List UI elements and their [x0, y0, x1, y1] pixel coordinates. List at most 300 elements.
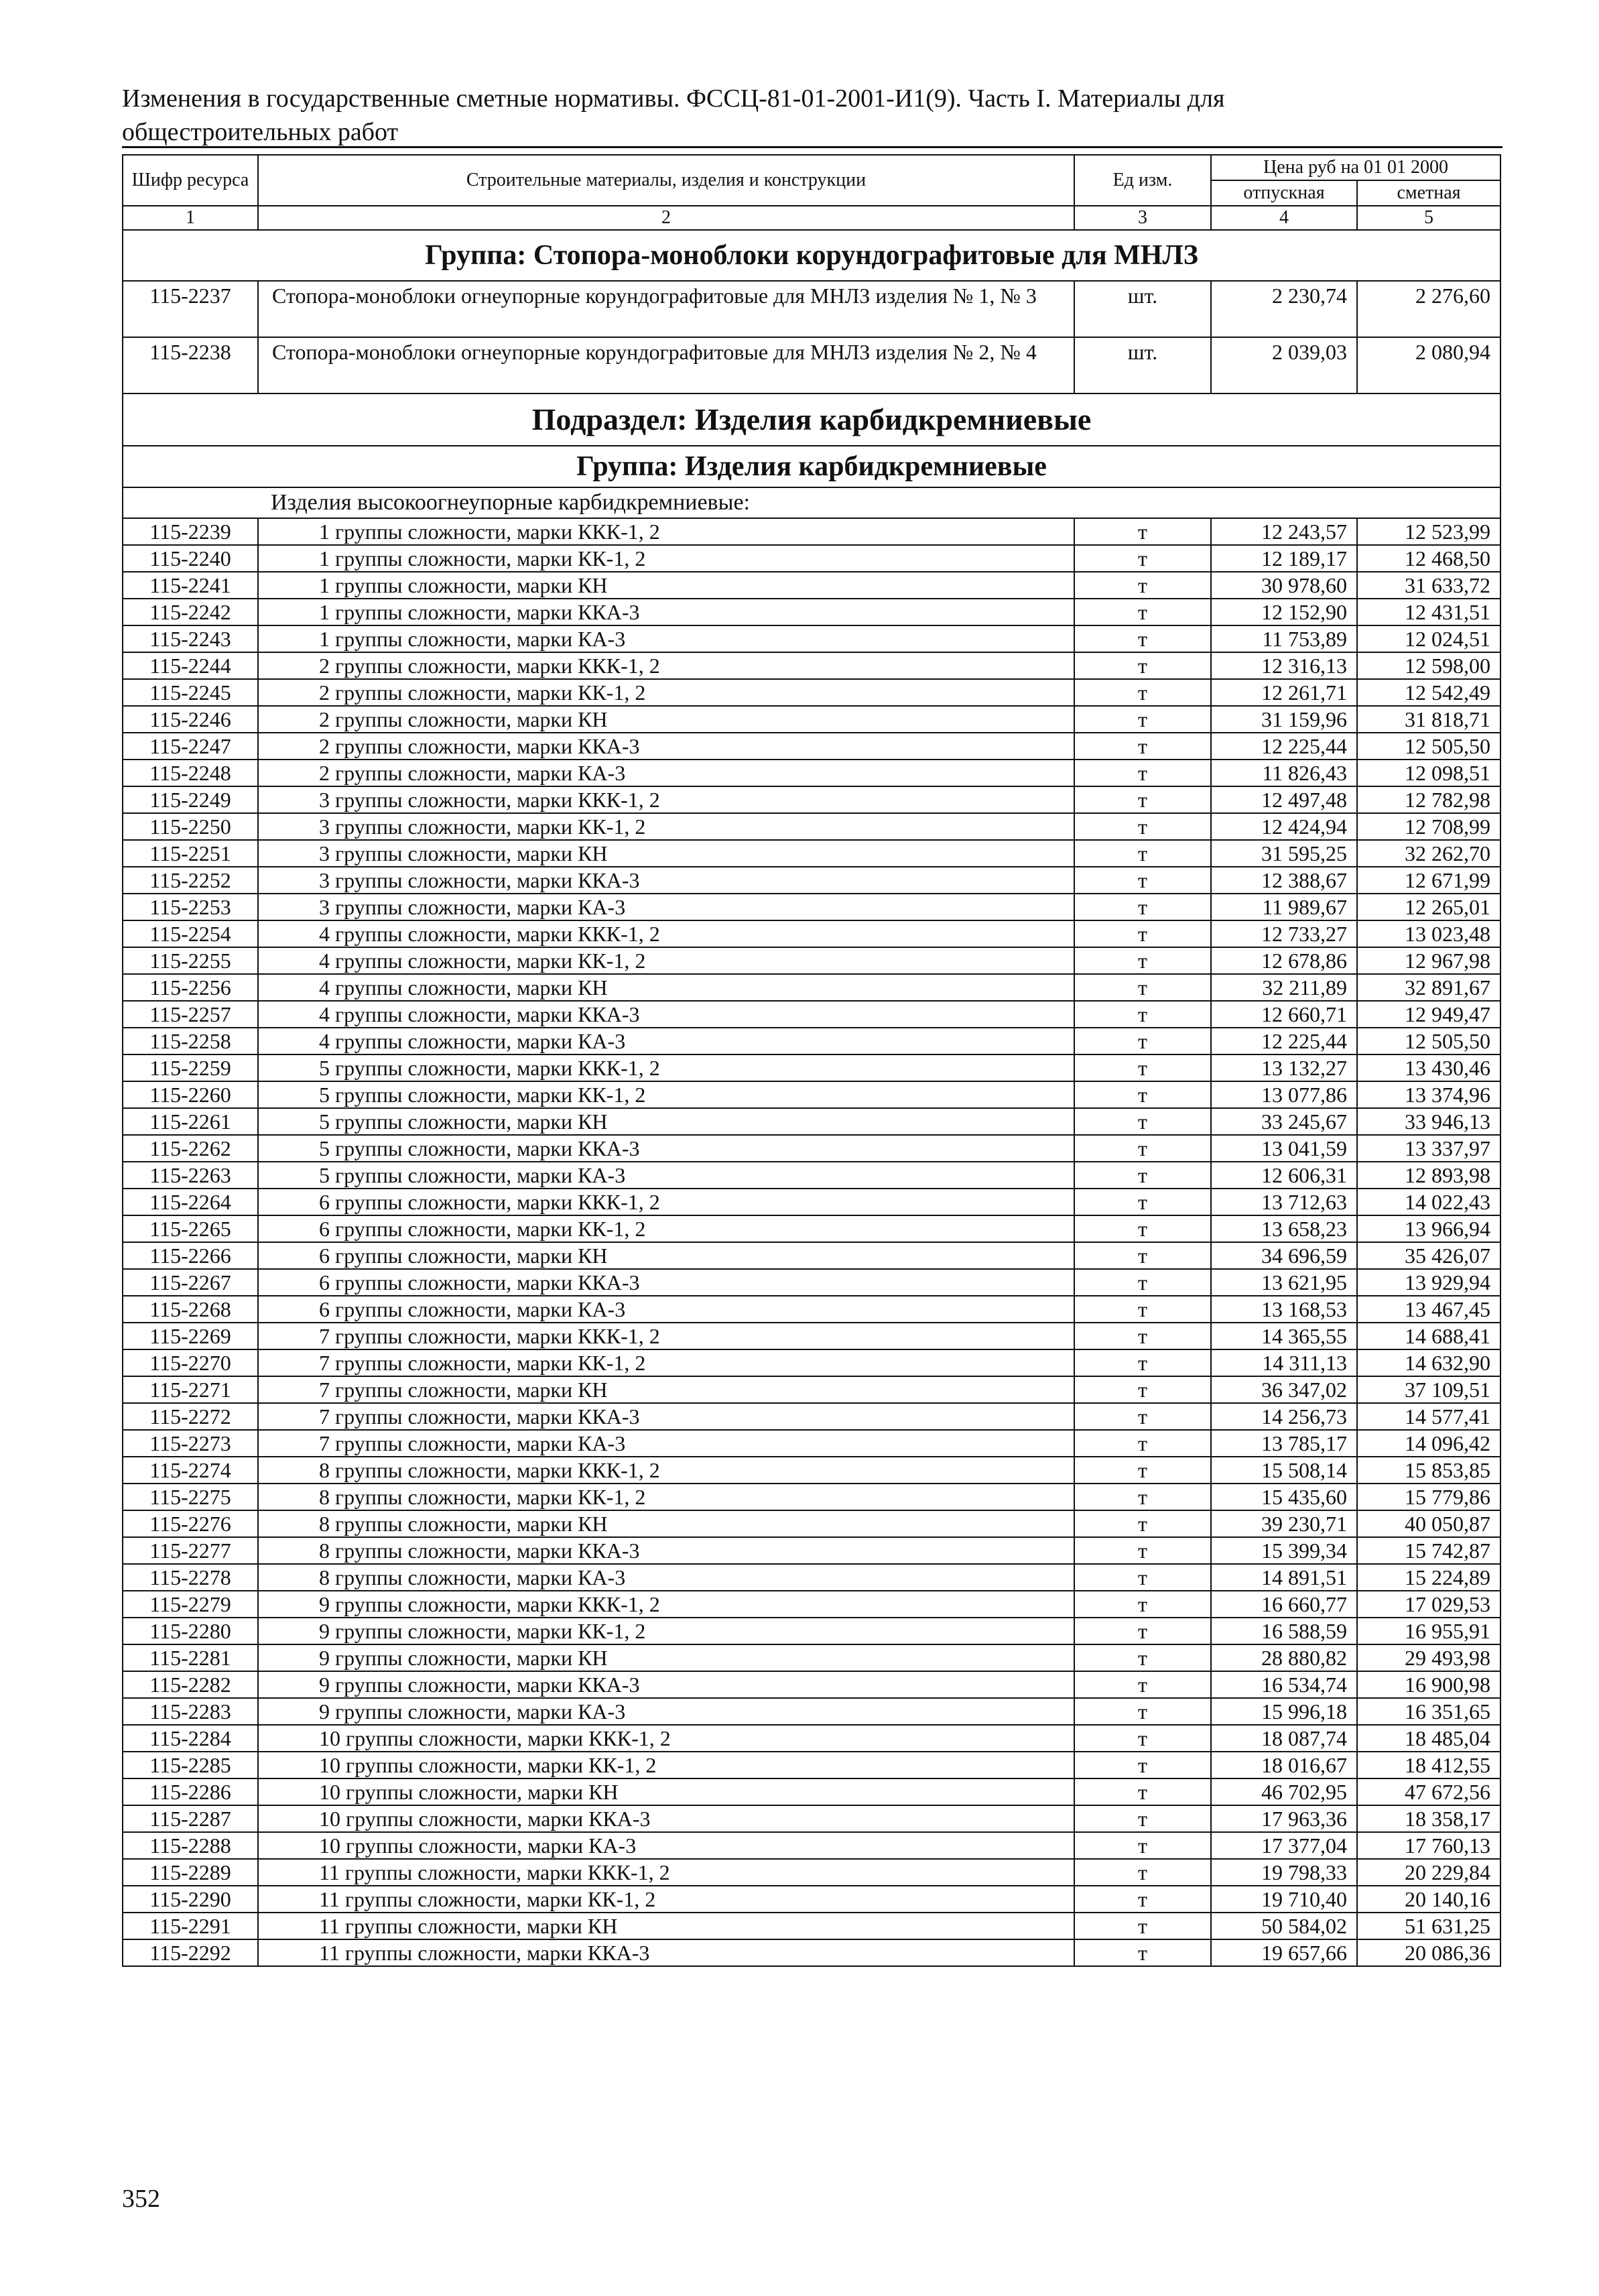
row-code: 115-2238 [123, 337, 258, 394]
row-price-estimate: 31 818,71 [1357, 706, 1500, 733]
row-unit: т [1074, 1618, 1211, 1644]
row-price-estimate: 16 351,65 [1357, 1698, 1500, 1725]
row-unit: т [1074, 1108, 1211, 1135]
row-price-release: 36 347,02 [1211, 1376, 1357, 1403]
row-price-estimate: 15 853,85 [1357, 1457, 1500, 1484]
row-unit: т [1074, 545, 1211, 572]
row-price-estimate: 13 337,97 [1357, 1135, 1500, 1162]
row-name: 11 группы сложности, марки ККА-3 [258, 1939, 1074, 1966]
row-code: 115-2254 [123, 920, 258, 947]
table-row [123, 947, 1500, 974]
column-number: 2 [258, 206, 1074, 230]
row-code: 115-2244 [123, 652, 258, 679]
row-unit: т [1074, 652, 1211, 679]
row-code: 115-2259 [123, 1054, 258, 1081]
row-code: 115-2273 [123, 1430, 258, 1457]
row-price-estimate: 12 671,99 [1357, 867, 1500, 894]
row-code: 115-2282 [123, 1671, 258, 1698]
table-row [123, 1430, 1500, 1457]
row-name: 8 группы сложности, марки ККК-1, 2 [258, 1457, 1074, 1484]
row-unit: т [1074, 974, 1211, 1001]
row-unit: т [1074, 1028, 1211, 1054]
table-row [123, 1242, 1500, 1269]
row-code: 115-2246 [123, 706, 258, 733]
row-price-release: 12 261,71 [1211, 679, 1357, 706]
row-name: 3 группы сложности, марки ККК-1, 2 [258, 786, 1074, 813]
row-code: 115-2239 [123, 518, 258, 545]
row-price-estimate: 14 577,41 [1357, 1403, 1500, 1430]
row-price-release: 13 132,27 [1211, 1054, 1357, 1081]
row-name: 9 группы сложности, марки КК-1, 2 [258, 1618, 1074, 1644]
row-name: 11 группы сложности, марки КН [258, 1913, 1074, 1939]
row-price-estimate: 2 276,60 [1357, 281, 1500, 337]
row-unit: т [1074, 1859, 1211, 1886]
row-code: 115-2252 [123, 867, 258, 894]
row-price-release: 16 588,59 [1211, 1618, 1357, 1644]
table-row [123, 840, 1500, 867]
row-price-release: 13 785,17 [1211, 1430, 1357, 1457]
row-price-release: 14 311,13 [1211, 1349, 1357, 1376]
row-name: 2 группы сложности, марки ККК-1, 2 [258, 652, 1074, 679]
row-name: 1 группы сложности, марки ККА-3 [258, 599, 1074, 625]
table-row [123, 1323, 1500, 1349]
row-code: 115-2248 [123, 760, 258, 786]
row-unit: т [1074, 1269, 1211, 1296]
row-code: 115-2256 [123, 974, 258, 1001]
row-price-release: 12 606,31 [1211, 1162, 1357, 1189]
row-code: 115-2288 [123, 1832, 258, 1859]
row-name: 6 группы сложности, марки ККК-1, 2 [258, 1189, 1074, 1215]
row-price-estimate: 20 086,36 [1357, 1939, 1500, 1966]
row-unit: т [1074, 1054, 1211, 1081]
group-intro-row [123, 487, 1500, 518]
row-name: 10 группы сложности, марки КА-3 [258, 1832, 1074, 1859]
row-price-release: 12 660,71 [1211, 1001, 1357, 1028]
row-price-release: 17 377,04 [1211, 1832, 1357, 1859]
row-name: 7 группы сложности, марки КН [258, 1376, 1074, 1403]
row-price-release: 32 211,89 [1211, 974, 1357, 1001]
row-price-estimate: 29 493,98 [1357, 1644, 1500, 1671]
row-unit: т [1074, 894, 1211, 920]
row-price-release: 12 424,94 [1211, 813, 1357, 840]
column-number: 5 [1357, 206, 1500, 230]
row-price-estimate: 18 358,17 [1357, 1805, 1500, 1832]
row-price-release: 12 225,44 [1211, 1028, 1357, 1054]
table-row [123, 1081, 1500, 1108]
row-price-estimate: 17 760,13 [1357, 1832, 1500, 1859]
row-code: 115-2258 [123, 1028, 258, 1054]
row-price-release: 14 365,55 [1211, 1323, 1357, 1349]
row-code: 115-2242 [123, 599, 258, 625]
row-price-release: 16 660,77 [1211, 1591, 1357, 1618]
row-name: 11 группы сложности, марки КК-1, 2 [258, 1886, 1074, 1913]
row-code: 115-2261 [123, 1108, 258, 1135]
row-code: 115-2263 [123, 1162, 258, 1189]
row-name: 5 группы сложности, марки КА-3 [258, 1162, 1074, 1189]
row-unit: т [1074, 625, 1211, 652]
row-price-release: 12 225,44 [1211, 733, 1357, 760]
row-name: 8 группы сложности, марки КА-3 [258, 1564, 1074, 1591]
row-name: 10 группы сложности, марки ККА-3 [258, 1805, 1074, 1832]
table-row [123, 1189, 1500, 1215]
row-price-estimate: 12 265,01 [1357, 894, 1500, 920]
row-unit: т [1074, 1671, 1211, 1698]
group-title-row [123, 230, 1500, 281]
row-unit: т [1074, 1886, 1211, 1913]
row-name: 8 группы сложности, марки КН [258, 1510, 1074, 1537]
row-price-estimate: 12 893,98 [1357, 1162, 1500, 1189]
row-unit: т [1074, 1591, 1211, 1618]
row-code: 115-2287 [123, 1805, 258, 1832]
row-code: 115-2265 [123, 1215, 258, 1242]
row-name: 2 группы сложности, марки ККА-3 [258, 733, 1074, 760]
row-code: 115-2241 [123, 572, 258, 599]
row-name: 1 группы сложности, марки КН [258, 572, 1074, 599]
row-price-release: 15 996,18 [1211, 1698, 1357, 1725]
row-code: 115-2279 [123, 1591, 258, 1618]
row-price-estimate: 13 430,46 [1357, 1054, 1500, 1081]
table-row [123, 1269, 1500, 1296]
row-unit: т [1074, 947, 1211, 974]
row-name: Стопора-моноблоки огнеупорные корундографитовые для МНЛЗ изделия № 1, № 3 [258, 281, 1074, 337]
table-row [123, 1001, 1500, 1028]
row-code: 115-2270 [123, 1349, 258, 1376]
row-unit: т [1074, 1939, 1211, 1966]
table-row [123, 1376, 1500, 1403]
column-number: 4 [1211, 206, 1357, 230]
materials-table [122, 154, 1501, 1967]
row-price-estimate: 12 505,50 [1357, 1028, 1500, 1054]
row-price-release: 12 189,17 [1211, 545, 1357, 572]
row-code: 115-2243 [123, 625, 258, 652]
row-name: 7 группы сложности, марки ККА-3 [258, 1403, 1074, 1430]
row-code: 115-2276 [123, 1510, 258, 1537]
row-code: 115-2271 [123, 1376, 258, 1403]
row-unit: т [1074, 706, 1211, 733]
table-row [123, 1725, 1500, 1752]
row-unit: т [1074, 1242, 1211, 1269]
row-price-estimate: 2 080,94 [1357, 337, 1500, 394]
table-row [123, 974, 1500, 1001]
row-unit: т [1074, 1778, 1211, 1805]
row-price-estimate: 15 779,86 [1357, 1484, 1500, 1510]
row-price-release: 13 621,95 [1211, 1269, 1357, 1296]
table-row [123, 1135, 1500, 1162]
row-unit: т [1074, 1162, 1211, 1189]
row-unit: т [1074, 920, 1211, 947]
table-row [123, 1564, 1500, 1591]
row-price-release: 12 497,48 [1211, 786, 1357, 813]
header-line-1: Изменения в государственные сметные нормативы. ФССЦ-81-01-2001-И1(9). Часть I. Материалы для [122, 84, 1225, 113]
row-code: 115-2274 [123, 1457, 258, 1484]
row-name: 4 группы сложности, марки КН [258, 974, 1074, 1001]
table-row [123, 1162, 1500, 1189]
row-price-estimate: 12 505,50 [1357, 733, 1500, 760]
group-title: Группа: Стопора-моноблоки корундографитовые для МНЛЗ [123, 230, 1500, 281]
row-unit: т [1074, 1752, 1211, 1778]
row-unit: т [1074, 1805, 1211, 1832]
table-row [123, 1778, 1500, 1805]
row-code: 115-2240 [123, 545, 258, 572]
row-price-estimate: 13 929,94 [1357, 1269, 1500, 1296]
table-row [123, 1832, 1500, 1859]
row-name: 3 группы сложности, марки КК-1, 2 [258, 813, 1074, 840]
row-price-release: 19 657,66 [1211, 1939, 1357, 1966]
row-name: 2 группы сложности, марки КН [258, 706, 1074, 733]
table-row [123, 652, 1500, 679]
row-price-estimate: 13 467,45 [1357, 1296, 1500, 1323]
row-price-estimate: 14 022,43 [1357, 1189, 1500, 1215]
row-code: 115-2284 [123, 1725, 258, 1752]
row-name: 4 группы сложности, марки ККА-3 [258, 1001, 1074, 1028]
row-unit: т [1074, 760, 1211, 786]
table-row [123, 518, 1500, 545]
row-price-estimate: 18 412,55 [1357, 1752, 1500, 1778]
table-row [123, 625, 1500, 652]
row-code: 115-2291 [123, 1913, 258, 1939]
row-price-estimate: 20 140,16 [1357, 1886, 1500, 1913]
row-price-estimate: 13 023,48 [1357, 920, 1500, 947]
row-name: 6 группы сложности, марки КА-3 [258, 1296, 1074, 1323]
table-row [123, 1457, 1500, 1484]
col-header-code: Шифр ресурса [123, 155, 258, 206]
column-number-row [123, 206, 1500, 230]
row-unit: т [1074, 1403, 1211, 1430]
table-row [123, 1618, 1500, 1644]
row-code: 115-2251 [123, 840, 258, 867]
row-price-release: 31 595,25 [1211, 840, 1357, 867]
row-code: 115-2280 [123, 1618, 258, 1644]
row-code: 115-2257 [123, 1001, 258, 1028]
row-unit: т [1074, 1349, 1211, 1376]
row-unit: т [1074, 1430, 1211, 1457]
row-price-release: 12 678,86 [1211, 947, 1357, 974]
row-unit: т [1074, 1832, 1211, 1859]
row-name: 9 группы сложности, марки КА-3 [258, 1698, 1074, 1725]
row-price-release: 13 077,86 [1211, 1081, 1357, 1108]
row-code: 115-2278 [123, 1564, 258, 1591]
row-name: 9 группы сложности, марки ККА-3 [258, 1671, 1074, 1698]
row-name: 8 группы сложности, марки КК-1, 2 [258, 1484, 1074, 1510]
row-price-estimate: 33 946,13 [1357, 1108, 1500, 1135]
row-name: 9 группы сложности, марки ККК-1, 2 [258, 1591, 1074, 1618]
table-row [123, 733, 1500, 760]
table-row [123, 281, 1500, 337]
row-unit: т [1074, 1698, 1211, 1725]
row-name: 2 группы сложности, марки КК-1, 2 [258, 679, 1074, 706]
row-name: 4 группы сложности, марки ККК-1, 2 [258, 920, 1074, 947]
table-row [123, 1108, 1500, 1135]
row-price-estimate: 20 229,84 [1357, 1859, 1500, 1886]
row-price-estimate: 16 955,91 [1357, 1618, 1500, 1644]
row-code: 115-2249 [123, 786, 258, 813]
col-header-unit: Ед изм. [1074, 155, 1211, 206]
table-row [123, 1805, 1500, 1832]
row-unit: шт. [1074, 337, 1211, 394]
col-header-price: Цена руб на 01 01 2000 [1211, 155, 1500, 180]
row-price-release: 15 508,14 [1211, 1457, 1357, 1484]
table-row [123, 706, 1500, 733]
table-row [123, 1403, 1500, 1430]
row-code: 115-2268 [123, 1296, 258, 1323]
row-unit: т [1074, 867, 1211, 894]
row-price-release: 13 712,63 [1211, 1189, 1357, 1215]
row-price-estimate: 12 708,99 [1357, 813, 1500, 840]
row-name: 11 группы сложности, марки ККК-1, 2 [258, 1859, 1074, 1886]
table-header-row [123, 155, 1500, 180]
row-price-release: 12 152,90 [1211, 599, 1357, 625]
row-price-estimate: 14 632,90 [1357, 1349, 1500, 1376]
row-price-release: 19 798,33 [1211, 1859, 1357, 1886]
row-unit: шт. [1074, 281, 1211, 337]
group-title: Группа: Изделия карбидкремниевые [123, 446, 1500, 487]
row-code: 115-2272 [123, 1403, 258, 1430]
table-row [123, 1028, 1500, 1054]
row-price-estimate: 32 262,70 [1357, 840, 1500, 867]
table-row [123, 1484, 1500, 1510]
row-price-estimate: 12 098,51 [1357, 760, 1500, 786]
row-price-estimate: 14 096,42 [1357, 1430, 1500, 1457]
row-name: 7 группы сложности, марки ККК-1, 2 [258, 1323, 1074, 1349]
row-price-estimate: 14 688,41 [1357, 1323, 1500, 1349]
row-code: 115-2264 [123, 1189, 258, 1215]
row-code: 115-2277 [123, 1537, 258, 1564]
group-title-row [123, 446, 1500, 487]
row-price-release: 17 963,36 [1211, 1805, 1357, 1832]
row-price-estimate: 13 374,96 [1357, 1081, 1500, 1108]
row-unit: т [1074, 1135, 1211, 1162]
row-price-release: 2 230,74 [1211, 281, 1357, 337]
row-price-estimate: 40 050,87 [1357, 1510, 1500, 1537]
table-row [123, 1644, 1500, 1671]
table-row [123, 1671, 1500, 1698]
col-header-price-estimate: сметная [1357, 180, 1500, 206]
row-code: 115-2283 [123, 1698, 258, 1725]
row-price-release: 33 245,67 [1211, 1108, 1357, 1135]
row-price-estimate: 12 431,51 [1357, 599, 1500, 625]
table-row [123, 1752, 1500, 1778]
row-name: 4 группы сложности, марки КК-1, 2 [258, 947, 1074, 974]
row-price-estimate: 51 631,25 [1357, 1913, 1500, 1939]
table-row [123, 1698, 1500, 1725]
header-rule [122, 146, 1502, 148]
table-row [123, 679, 1500, 706]
row-price-release: 18 016,67 [1211, 1752, 1357, 1778]
row-name: 5 группы сложности, марки КК-1, 2 [258, 1081, 1074, 1108]
row-unit: т [1074, 679, 1211, 706]
row-price-estimate: 12 967,98 [1357, 947, 1500, 974]
row-price-release: 11 826,43 [1211, 760, 1357, 786]
table-row [123, 1913, 1500, 1939]
table-row [123, 1859, 1500, 1886]
row-price-estimate: 12 024,51 [1357, 625, 1500, 652]
table-row [123, 337, 1500, 394]
row-price-release: 12 733,27 [1211, 920, 1357, 947]
page-header [122, 82, 1502, 149]
row-unit: т [1074, 1457, 1211, 1484]
row-price-release: 13 658,23 [1211, 1215, 1357, 1242]
table-row [123, 1939, 1500, 1966]
row-code: 115-2292 [123, 1939, 258, 1966]
col-header-name: Строительные материалы, изделия и конструкции [258, 155, 1074, 206]
row-name: 6 группы сложности, марки КН [258, 1242, 1074, 1269]
row-name: 4 группы сложности, марки КА-3 [258, 1028, 1074, 1054]
row-price-release: 50 584,02 [1211, 1913, 1357, 1939]
row-code: 115-2289 [123, 1859, 258, 1886]
row-code: 115-2267 [123, 1269, 258, 1296]
row-price-release: 15 435,60 [1211, 1484, 1357, 1510]
row-price-estimate: 31 633,72 [1357, 572, 1500, 599]
row-price-release: 15 399,34 [1211, 1537, 1357, 1564]
table-row [123, 920, 1500, 947]
row-unit: т [1074, 1189, 1211, 1215]
row-price-release: 11 989,67 [1211, 894, 1357, 920]
row-price-release: 12 316,13 [1211, 652, 1357, 679]
row-code: 115-2260 [123, 1081, 258, 1108]
row-code: 115-2250 [123, 813, 258, 840]
table-row [123, 813, 1500, 840]
row-code: 115-2237 [123, 281, 258, 337]
row-name: Стопора-моноблоки огнеупорные корундографитовые для МНЛЗ изделия № 2, № 4 [258, 337, 1074, 394]
row-unit: т [1074, 1725, 1211, 1752]
row-unit: т [1074, 1001, 1211, 1028]
row-name: 9 группы сложности, марки КН [258, 1644, 1074, 1671]
row-price-estimate: 12 782,98 [1357, 786, 1500, 813]
row-name: 10 группы сложности, марки КН [258, 1778, 1074, 1805]
row-code: 115-2281 [123, 1644, 258, 1671]
row-price-release: 30 978,60 [1211, 572, 1357, 599]
row-price-release: 34 696,59 [1211, 1242, 1357, 1269]
table-row [123, 545, 1500, 572]
row-name: 5 группы сложности, марки ККА-3 [258, 1135, 1074, 1162]
row-name: 10 группы сложности, марки КК-1, 2 [258, 1752, 1074, 1778]
row-price-estimate: 37 109,51 [1357, 1376, 1500, 1403]
group-intro: Изделия высокоогнеупорные карбидкремниевые: [123, 487, 1500, 518]
table-row [123, 1537, 1500, 1564]
table-row [123, 1886, 1500, 1913]
row-unit: т [1074, 518, 1211, 545]
row-code: 115-2245 [123, 679, 258, 706]
row-price-release: 28 880,82 [1211, 1644, 1357, 1671]
column-number: 3 [1074, 206, 1211, 230]
row-unit: т [1074, 1081, 1211, 1108]
row-price-estimate: 16 900,98 [1357, 1671, 1500, 1698]
table-row [123, 1349, 1500, 1376]
row-price-release: 12 388,67 [1211, 867, 1357, 894]
row-unit: т [1074, 1296, 1211, 1323]
column-number: 1 [123, 206, 258, 230]
col-header-price-release: отпускная [1211, 180, 1357, 206]
row-code: 115-2247 [123, 733, 258, 760]
row-name: 10 группы сложности, марки ККК-1, 2 [258, 1725, 1074, 1752]
table-row [123, 1215, 1500, 1242]
row-price-release: 12 243,57 [1211, 518, 1357, 545]
row-unit: т [1074, 813, 1211, 840]
subsection-title-row [123, 394, 1500, 446]
table-row [123, 1296, 1500, 1323]
row-unit: т [1074, 1510, 1211, 1537]
page-number: 352 [122, 2185, 160, 2213]
row-price-estimate: 15 742,87 [1357, 1537, 1500, 1564]
row-code: 115-2253 [123, 894, 258, 920]
row-unit: т [1074, 1215, 1211, 1242]
row-code: 115-2255 [123, 947, 258, 974]
row-unit: т [1074, 1484, 1211, 1510]
row-price-estimate: 12 468,50 [1357, 545, 1500, 572]
row-code: 115-2266 [123, 1242, 258, 1269]
row-price-estimate: 12 542,49 [1357, 679, 1500, 706]
row-price-estimate: 12 523,99 [1357, 518, 1500, 545]
